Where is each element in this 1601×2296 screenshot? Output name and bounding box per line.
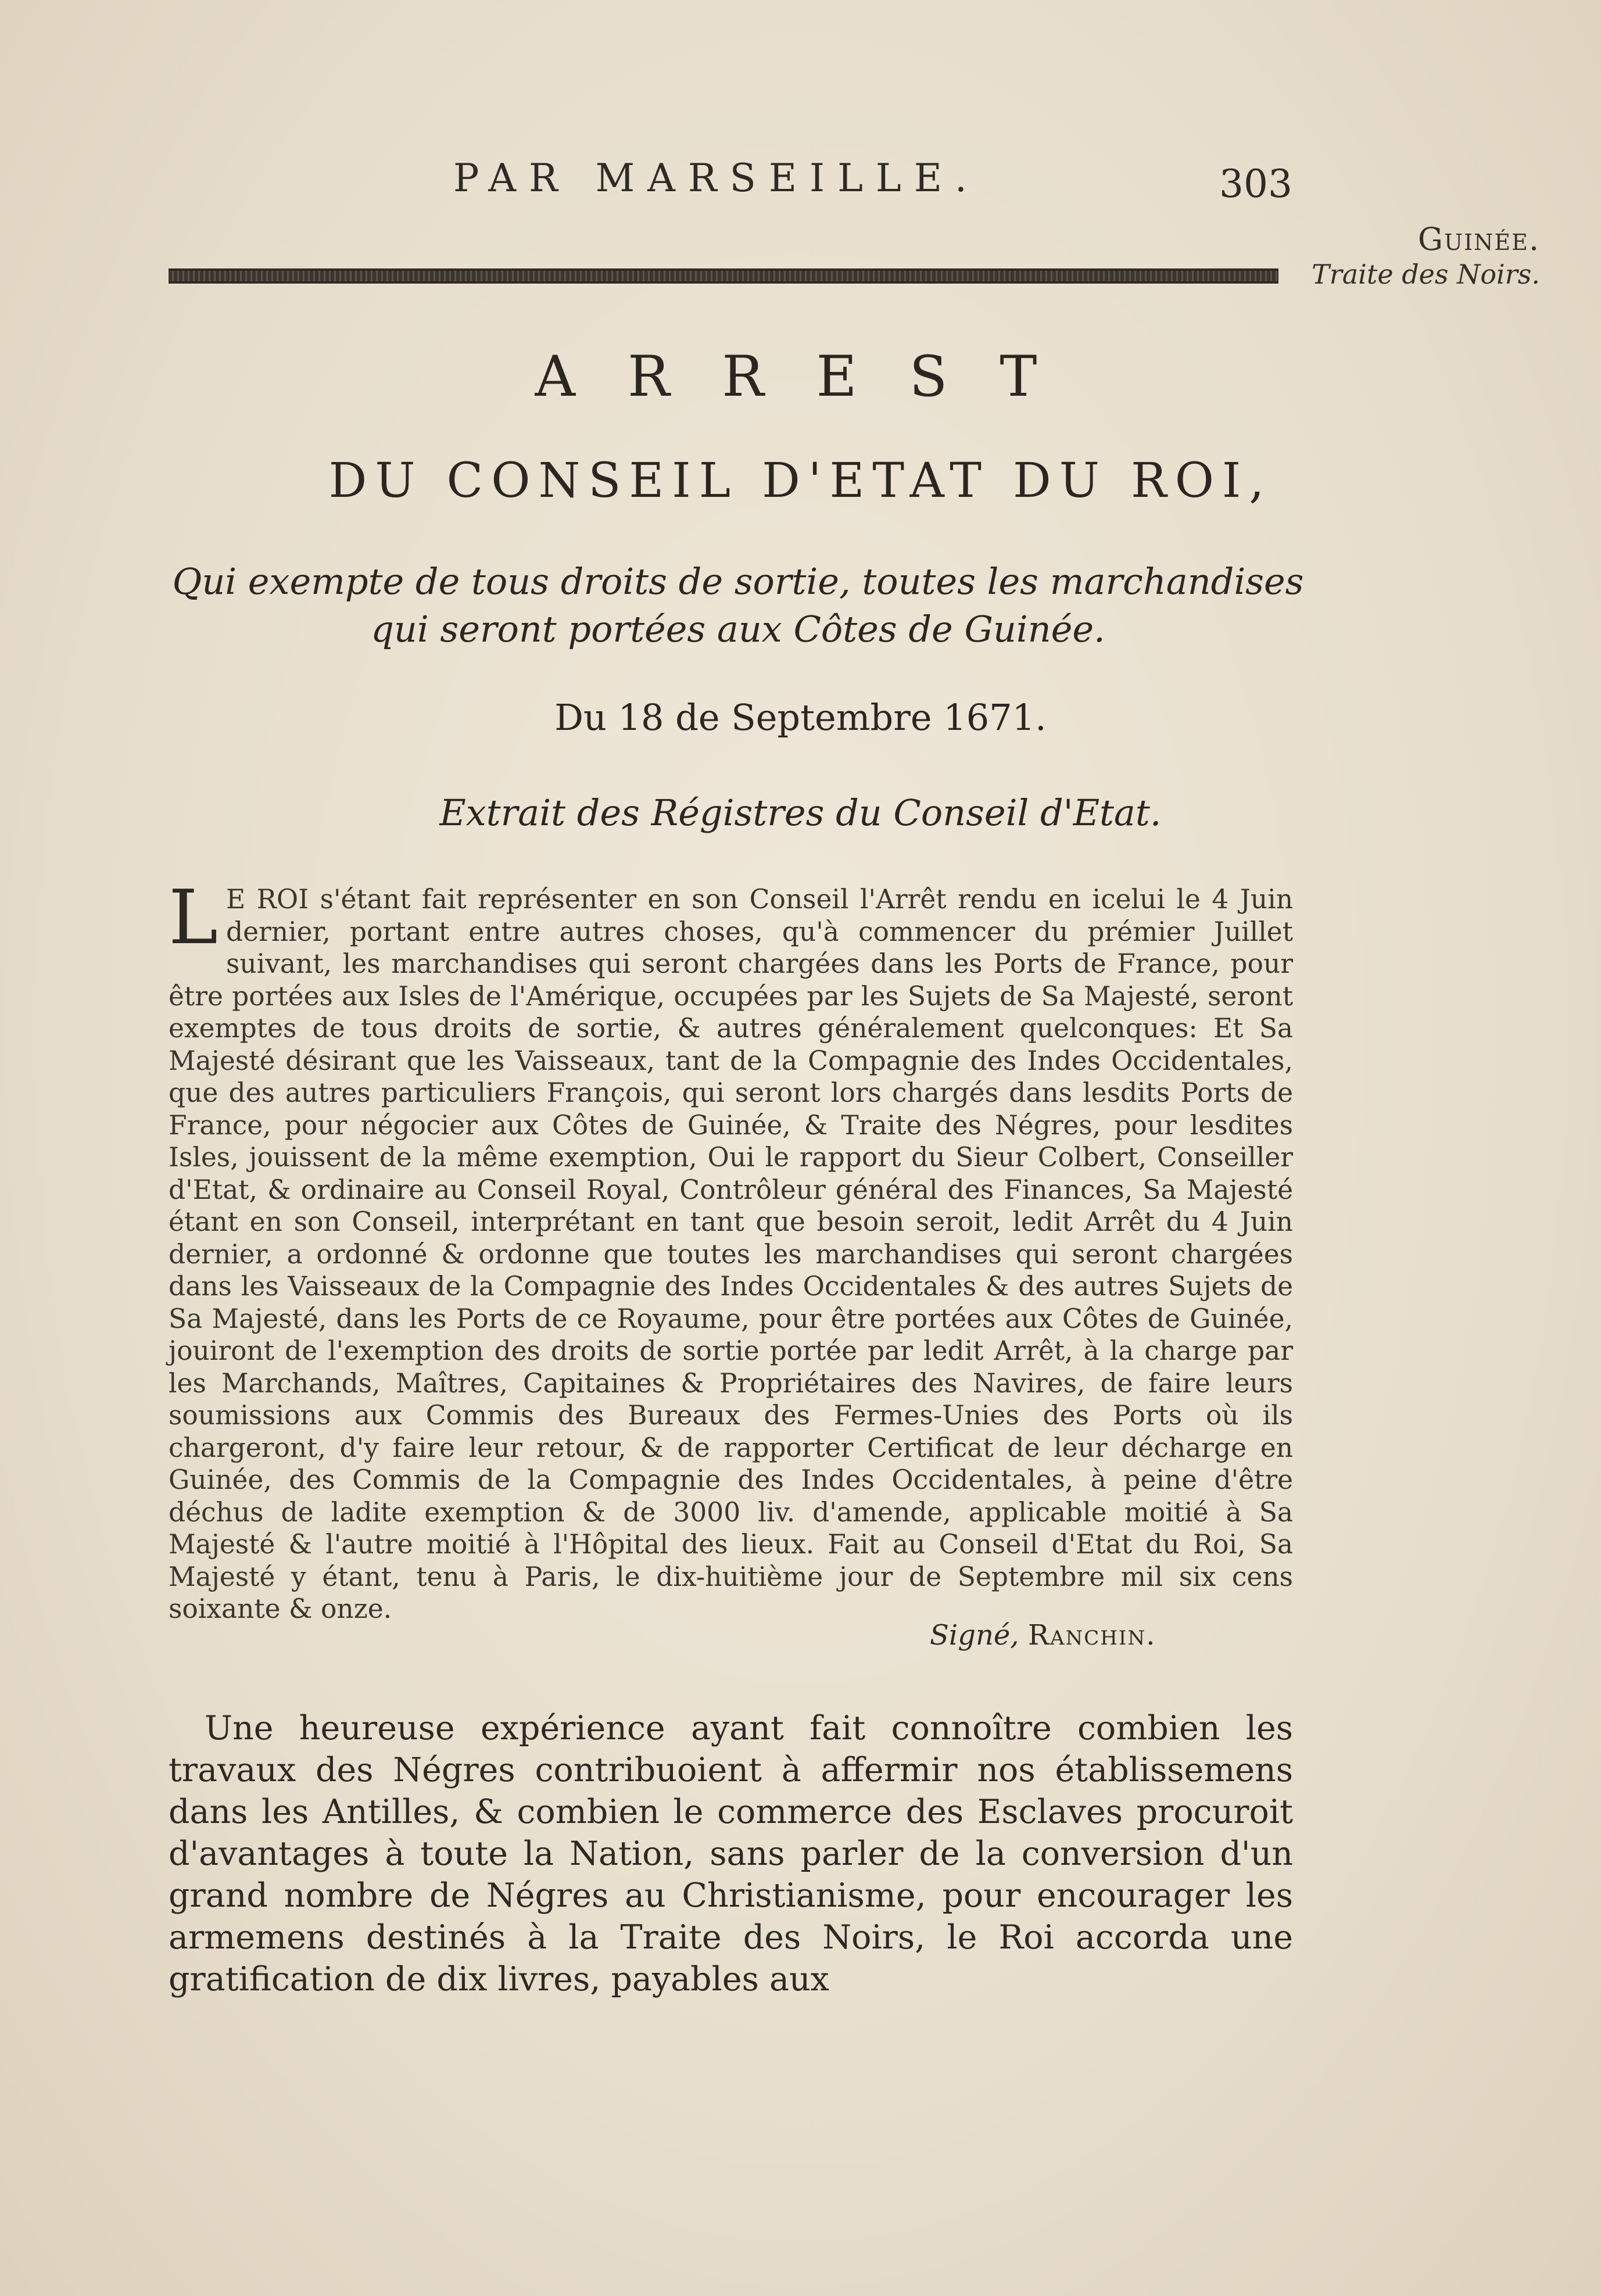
signature bbox=[930, 1619, 1156, 1652]
margin-note bbox=[1296, 221, 1540, 290]
document-subtitle: DU CONSEIL D'ETAT DU ROI, bbox=[328, 453, 1273, 508]
signature-name: Ranchin. bbox=[1027, 1619, 1156, 1652]
closing-paragraph: Une heureuse expérience ayant fait connoître combien les travaux des Négres contribuoient à affermir nos établissemens dans les Antilles, & combien le commerce des Esclaves procuroit d'avantages à toute la Nation, sans parler de la conversion d'un grand nombre de Négres au Christianisme, pour encourager les armemens destinés à la Traite des Noirs, le Roi accorda une gratification de dix livres, payables aux bbox=[169, 1709, 1293, 1998]
decree-text: E ROI s'étant fait représenter en son Conseil l'Arrêt rendu en icelui le 4 Juin dernier, portant entre autres choses, qu'à commencer du prémier Juillet suivant, les marchandises qui seront chargées dans les Ports de France, pour être portées aux Isles de l'Amérique, occupées par les Sujets de Sa Majesté, seront exemptes de tous droits de sortie, & autres généralement quelconques: Et Sa Majesté désirant que les Vaisseaux, tant de la Compagnie des Indes Occidentales, que des autres particuliers François, qui seront lors chargés dans lesdits Ports de France, pour négocier aux Côtes de Guinée, & Traite des Négres, pour lesdites Isles, jouissent de la même exemption, Oui le rapport du Sieur Colbert, Conseiller d'Etat, & ordinaire au Conseil Royal, Contrôleur général des Finances, Sa Majesté étant en son Conseil, interprétant en tant que besoin seroit, ledit Arrêt du 4 Juin dernier, a ordonné & ordonne que toutes les marchandises qui seront chargées dans les Vaisseaux de la Compagnie des Indes Occidentales & des autres Sujets de Sa Majesté, dans les Ports de ce Royaume, pour être portées aux Côtes de Guinée, jouiront de l'exemption des droits de sortie portée par ledit Arrêt, à la charge par les Marchands, Maîtres, Capitaines & Propriétaires des Navires, de faire leurs soumissions aux Commis des Bureaux des Fermes-Unies des Ports où ils chargeront, d'y faire leur retour, & de rapporter Certificat de leur décharge en Guinée, des Commis de la Compagnie des Indes Occidentales, à peine d'être déchus de ladite exemption & de 3000 liv. d'amende, applicable moitié à Sa Majesté & l'autre moitié à l'Hôpital des lieux. Fait au Conseil d'Etat du Roi, Sa Majesté y étant, tenu à Paris, le dix-huitième jour de Septembre mil six cens soixante & onze. bbox=[169, 884, 1293, 1624]
document-title: ARREST bbox=[535, 344, 1090, 409]
document-description: Qui exempte de tous droits de sortie, toutes les marchandises qui seront portées aux Côtes de Guinée. bbox=[172, 560, 1304, 650]
decree-body bbox=[169, 875, 1293, 1625]
document-extract-line: Extrait des Régistres du Conseil d'Etat. bbox=[439, 791, 1162, 834]
margin-note-subtitle: Traite des Noirs. bbox=[1312, 259, 1540, 290]
drop-capital: L bbox=[169, 875, 218, 961]
running-title: PAR MARSEILLE. bbox=[453, 156, 980, 200]
page-number: 303 bbox=[1219, 162, 1292, 206]
margin-note-title: Guinée. bbox=[1417, 221, 1540, 257]
document-date: Du 18 de Septembre 1671. bbox=[554, 696, 1047, 739]
signature-label: Signé, bbox=[930, 1619, 1019, 1652]
ornamental-rule bbox=[169, 268, 1278, 284]
